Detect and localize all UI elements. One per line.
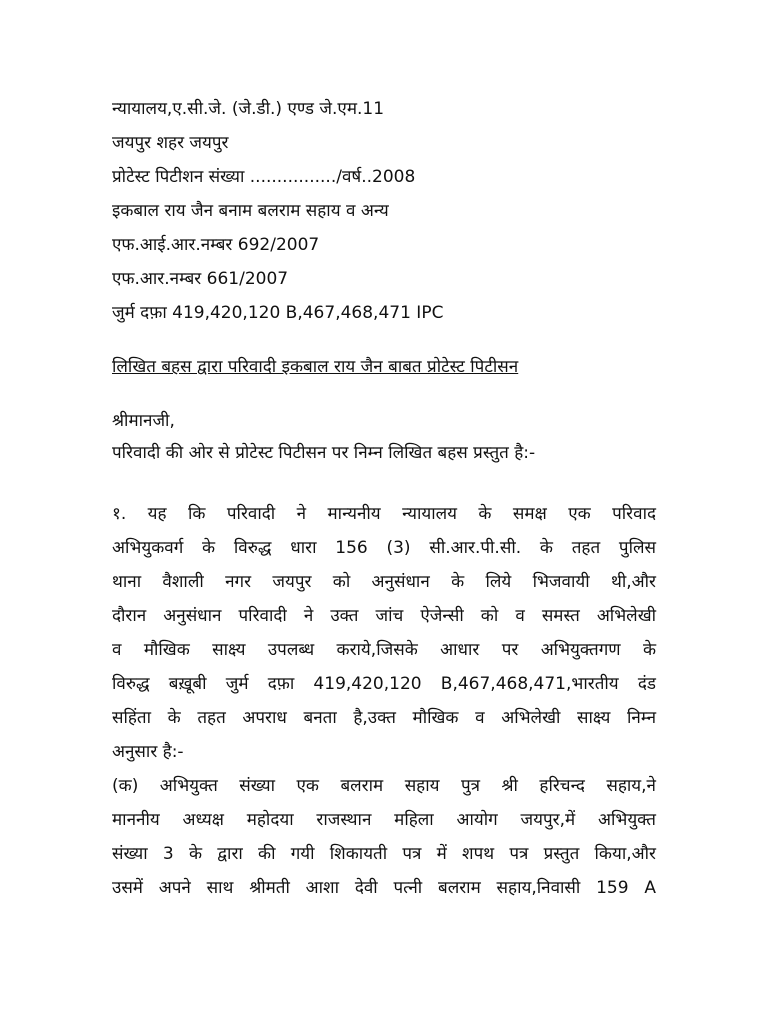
body-line: १. यह कि परिवादी ने मान्यनीय न्यायालय के समक्ष एक परिवाद bbox=[112, 504, 656, 524]
body-line: दौरान अनुसंधान परिवादी ने उक्त जांच ऐजेन्सी को व समस्त अभिलेखी bbox=[112, 606, 656, 626]
body-line: संख्या 3 के द्वारा की गयी शिकायती पत्र में शपथ पत्र प्रस्तुत किया,और bbox=[112, 844, 656, 864]
body-line: विरुद्ध बख़ूबी जुर्म दफ़ा 419,420,120 B,467,468,471,भारतीय दंड bbox=[112, 674, 656, 694]
body-line: अभियुकवर्ग के विरुद्ध धारा 156 (3) सी.आर.पी.सी. के तहत पुलिस bbox=[112, 538, 656, 558]
court-location: जयपुर शहर जयपुर bbox=[112, 133, 229, 153]
petition-number: प्रोटेस्ट पिटीशन संख्या ................/वर्ष..2008 bbox=[112, 167, 416, 187]
case-header bbox=[112, 92, 672, 330]
document-subject: लिखित बहस द्वारा परिवादी इकबाल राय जैन बाबत प्रोटेस्ट पिटीसन bbox=[112, 357, 519, 377]
salutation-block bbox=[112, 405, 672, 469]
body-line: उसमें अपने साथ श्रीमती आशा देवी पत्नी बलराम सहाय,निवासी 159 A bbox=[112, 878, 656, 898]
body-line: अनुसार है:- bbox=[112, 742, 184, 762]
fir-number: एफ.आई.आर.नम्बर 692/2007 bbox=[112, 235, 320, 255]
salutation: श्रीमानजी, bbox=[112, 411, 175, 431]
intro-line: परिवादी की ओर से प्रोटेस्ट पिटीसन पर निम्न लिखित बहस प्रस्तुत है:- bbox=[112, 443, 536, 463]
body-line: सहिंता के तहत अपराध बनता है,उक्त मौखिक व अभिलेखी साक्ष्य निम्न bbox=[112, 708, 656, 728]
body-line: (क) अभियुक्त संख्या एक बलराम सहाय पुत्र श्री हरिचन्द सहाय,ने bbox=[112, 776, 656, 796]
body-line: व मौखिक साक्ष्य उपलब्ध कराये,जिसके आधार पर अभियुक्तगण के bbox=[112, 640, 656, 660]
body-paragraph bbox=[112, 497, 656, 905]
fr-number: एफ.आर.नम्बर 661/2007 bbox=[112, 269, 289, 289]
court-name: न्यायालय,ए.सी.जे. (जे.डी.) एण्ड जे.एम.11 bbox=[112, 99, 385, 119]
body-line: थाना वैशाली नगर जयपुर को अनुसंधान के लिये भिजवायी थी,और bbox=[112, 572, 656, 592]
case-title: इकबाल राय जैन बनाम बलराम सहाय व अन्य bbox=[112, 201, 389, 221]
offence-sections: जुर्म दफ़ा 419,420,120 B,467,468,471 IPC bbox=[112, 303, 444, 323]
body-line: माननीय अध्यक्ष महोदया राजस्थान महिला आयोग जयपुर,में अभियुक्त bbox=[112, 810, 656, 830]
